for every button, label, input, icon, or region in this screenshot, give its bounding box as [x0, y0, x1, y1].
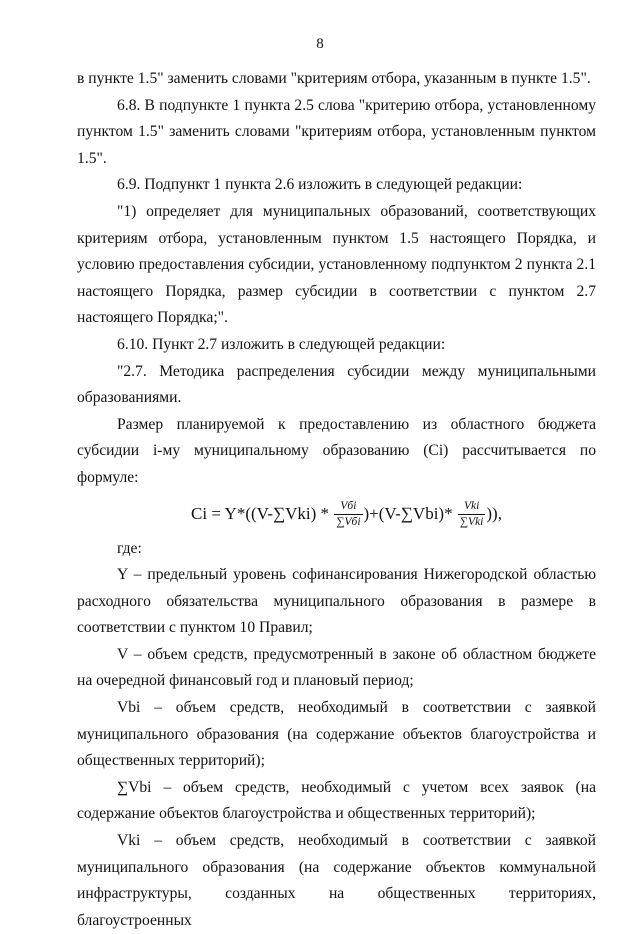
subsidy-formula: [97, 492, 596, 536]
document-body: [77, 66, 596, 934]
definition-y: Y – предельный уровень софинансирования Нижегородской областью расходного обязательства муниципального образования в размере в соответствии с пунктом 10 Правил;: [77, 566, 596, 637]
paragraph-subsidy-size: Размер планируемой к предоставлению из областного бюджета субсидии i-му муниципальному образованию (Ci) рассчитывается по формуле:: [77, 415, 596, 486]
formula-part-3: )),: [486, 503, 502, 523]
definition-sum-vbi: ∑Vbi – объем средств, необходимый с учетом всех заявок (на содержание объектов благоустройства и общественных территорий);: [77, 778, 596, 823]
fraction-numerator: Vki: [458, 500, 486, 515]
definition-vki: Vki – объем средств, необходимый в соответствии с заявкой муниципального образования (на содержание объектов коммунальной инфраструктуры, созданных на общественных территориях, благоустроенных: [77, 832, 596, 929]
formula-fraction-vbi: [334, 500, 362, 529]
paragraph-6-10: 6.10. Пункт 2.7 изложить в следующей редакции:: [117, 335, 446, 353]
fraction-denominator: ∑Vбi: [336, 516, 361, 529]
paragraph-continuation: в пункте 1.5" заменить словами "критериям отбора, указанным в пункте 1.5".: [77, 70, 591, 87]
formula-part-1: Ci = Y*((V-∑Vki) *: [191, 503, 334, 523]
fraction-denominator: ∑Vki: [459, 516, 484, 529]
paragraph-2-7-heading: "2.7. Методика распределения субсидии между муниципальными образованиями.: [77, 362, 596, 407]
page-number: 8: [316, 36, 324, 52]
paragraph-6-9: 6.9. Подпункт 1 пункта 2.6 изложить в следующей редакции:: [117, 176, 523, 194]
paragraph-quoted-subitem-1: "1) определяет для муниципальных образований, соответствующих критериям отбора, установленным пунктом 1.5 настоящего Порядка, и условию предоставления субсидии, установленному подпунктом 2 пункта 2.1 настоящего Порядка, размер субсидии в соответствии с пунктом 2.7 настоящего Порядка;".: [77, 202, 596, 327]
definition-vbi: Vbi – объем средств, необходимый в соответствии с заявкой муниципального образования (на содержание объектов благоустройства и общественных территорий);: [77, 699, 596, 770]
formula-fraction-vki: [458, 500, 486, 529]
definition-v: V – объем средств, предусмотренный в законе об областном бюджете на очередной финансовый год и плановый период;: [77, 645, 596, 690]
paragraph-where: где:: [117, 539, 142, 557]
paragraph-6-8: 6.8. В подпункте 1 пункта 2.5 слова "критерию отбора, установленному пунктом 1.5" заменить словами "критериям отбора, установленным пунктом 1.5".: [77, 96, 596, 167]
fraction-numerator: Vбi: [334, 500, 362, 515]
formula-part-2: )+(V-∑Vbi)*: [363, 503, 457, 523]
